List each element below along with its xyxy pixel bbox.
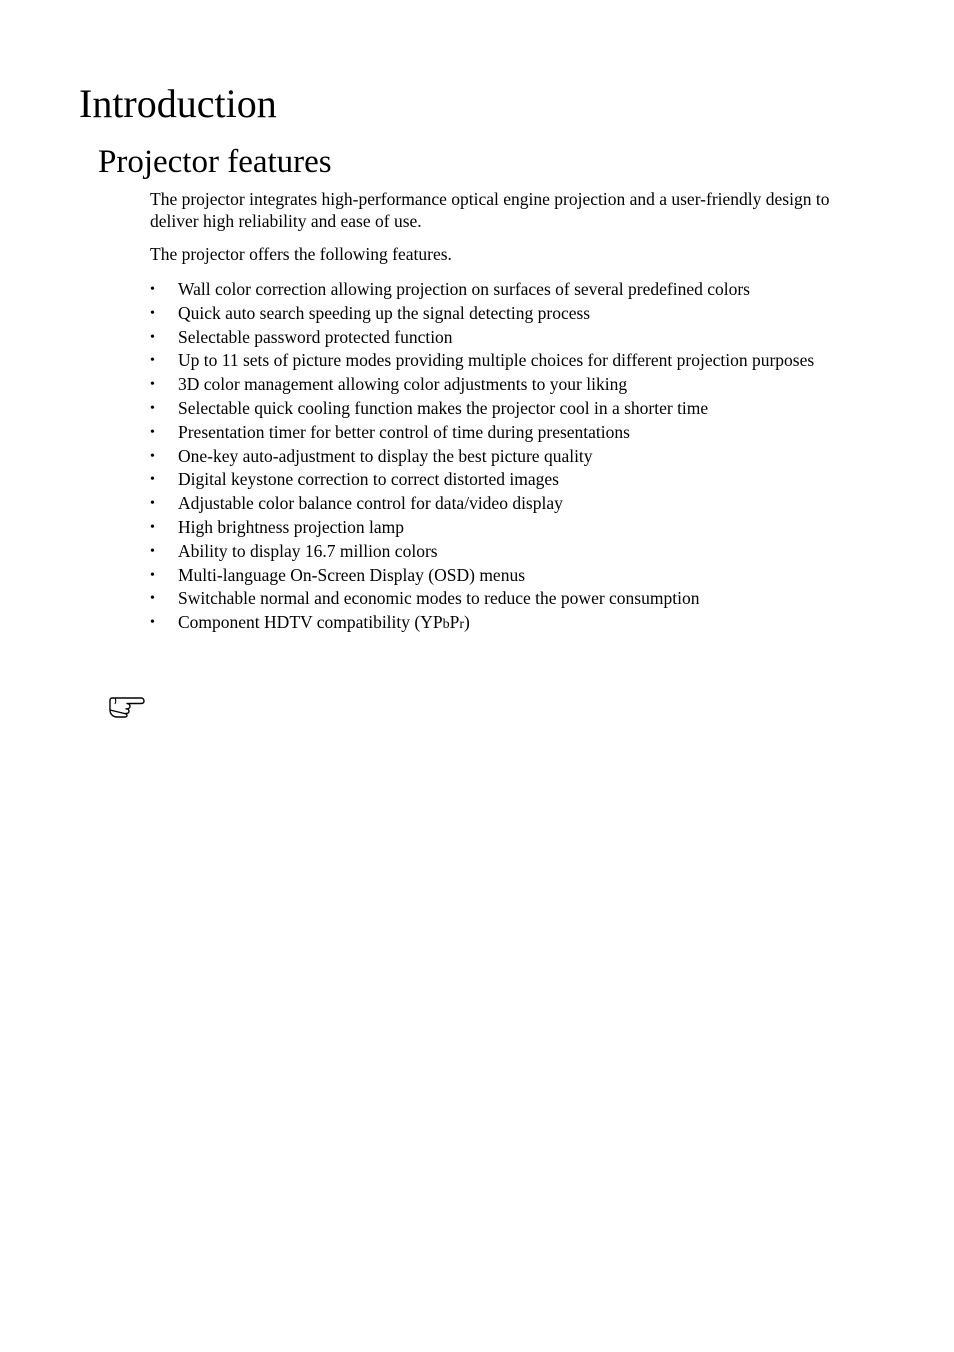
list-item-text: Up to 11 sets of picture modes providing multiple choices for different projection purposes bbox=[178, 350, 815, 371]
list-item-text: Adjustable color balance control for data/video display bbox=[178, 493, 563, 514]
bullet-marker: • bbox=[150, 377, 155, 393]
bullet-marker: • bbox=[150, 519, 155, 535]
bullet-marker: • bbox=[150, 305, 155, 321]
bullet-marker: • bbox=[150, 496, 155, 512]
features-list bbox=[150, 278, 850, 637]
list-item bbox=[150, 540, 850, 564]
list-item bbox=[150, 421, 850, 445]
list-item-part: P bbox=[449, 612, 460, 633]
list-item bbox=[150, 373, 850, 397]
list-item-part: ) bbox=[464, 612, 470, 633]
list-item-part: b bbox=[442, 617, 450, 633]
list-item bbox=[150, 468, 850, 492]
bullet-marker: • bbox=[150, 400, 155, 416]
list-item bbox=[150, 587, 850, 611]
bullet-marker: • bbox=[150, 567, 155, 583]
list-item-text: Selectable password protected function bbox=[178, 326, 453, 347]
list-item bbox=[150, 278, 850, 302]
list-item-text bbox=[178, 612, 470, 632]
intro-paragraph: The projector integrates high-performance optical engine projection and a user-friendly design to deliver high reliability and ease of use. bbox=[150, 189, 830, 231]
list-item-text: Selectable quick cooling function makes the projector cool in a shorter time bbox=[178, 397, 709, 418]
list-item-text: Switchable normal and economic modes to reduce the power consumption bbox=[178, 588, 700, 609]
list-item bbox=[150, 492, 850, 516]
list-item-text: Multi-language On-Screen Display (OSD) menus bbox=[178, 564, 526, 585]
list-item-text: High brightness projection lamp bbox=[178, 516, 405, 537]
list-item-text: Wall color correction allowing projection on surfaces of several predefined colors bbox=[178, 279, 750, 299]
list-item-text: Quick auto search speeding up the signal detecting process bbox=[178, 302, 591, 323]
list-item bbox=[150, 302, 850, 326]
list-item bbox=[150, 611, 850, 637]
list-item-text: Presentation timer for better control of time during presentations bbox=[178, 421, 630, 442]
list-item bbox=[150, 564, 850, 588]
list-item-text: One-key auto-adjustment to display the best picture quality bbox=[178, 445, 593, 466]
bullet-marker: • bbox=[150, 282, 155, 297]
list-item-text: 3D color management allowing color adjustments to your liking bbox=[178, 374, 628, 395]
bullet-marker: • bbox=[150, 472, 155, 488]
bullet-marker: • bbox=[150, 448, 155, 464]
bullet-marker: • bbox=[150, 615, 155, 631]
bullet-marker: • bbox=[150, 543, 155, 559]
offers-paragraph: The projector offers the following features. bbox=[150, 244, 452, 264]
section-title: Projector features bbox=[98, 144, 332, 180]
list-item-part: P bbox=[432, 612, 443, 633]
list-item-part: Component HDTV compatibility (Y bbox=[178, 612, 433, 633]
list-item-text: Digital keystone correction to correct distorted images bbox=[178, 469, 559, 490]
pointing-hand-icon bbox=[107, 694, 147, 718]
bullet-marker: • bbox=[150, 353, 155, 369]
list-item-text: Ability to display 16.7 million colors bbox=[178, 540, 438, 561]
list-item-part: r bbox=[459, 617, 465, 633]
chapter-title: Introduction bbox=[79, 81, 277, 126]
list-item bbox=[150, 516, 850, 540]
list-item bbox=[150, 326, 850, 350]
bullet-marker: • bbox=[150, 424, 155, 440]
list-item bbox=[150, 445, 850, 469]
bullet-marker: • bbox=[150, 591, 155, 607]
bullet-marker: • bbox=[150, 329, 155, 345]
list-item bbox=[150, 397, 850, 421]
list-item bbox=[150, 349, 850, 373]
